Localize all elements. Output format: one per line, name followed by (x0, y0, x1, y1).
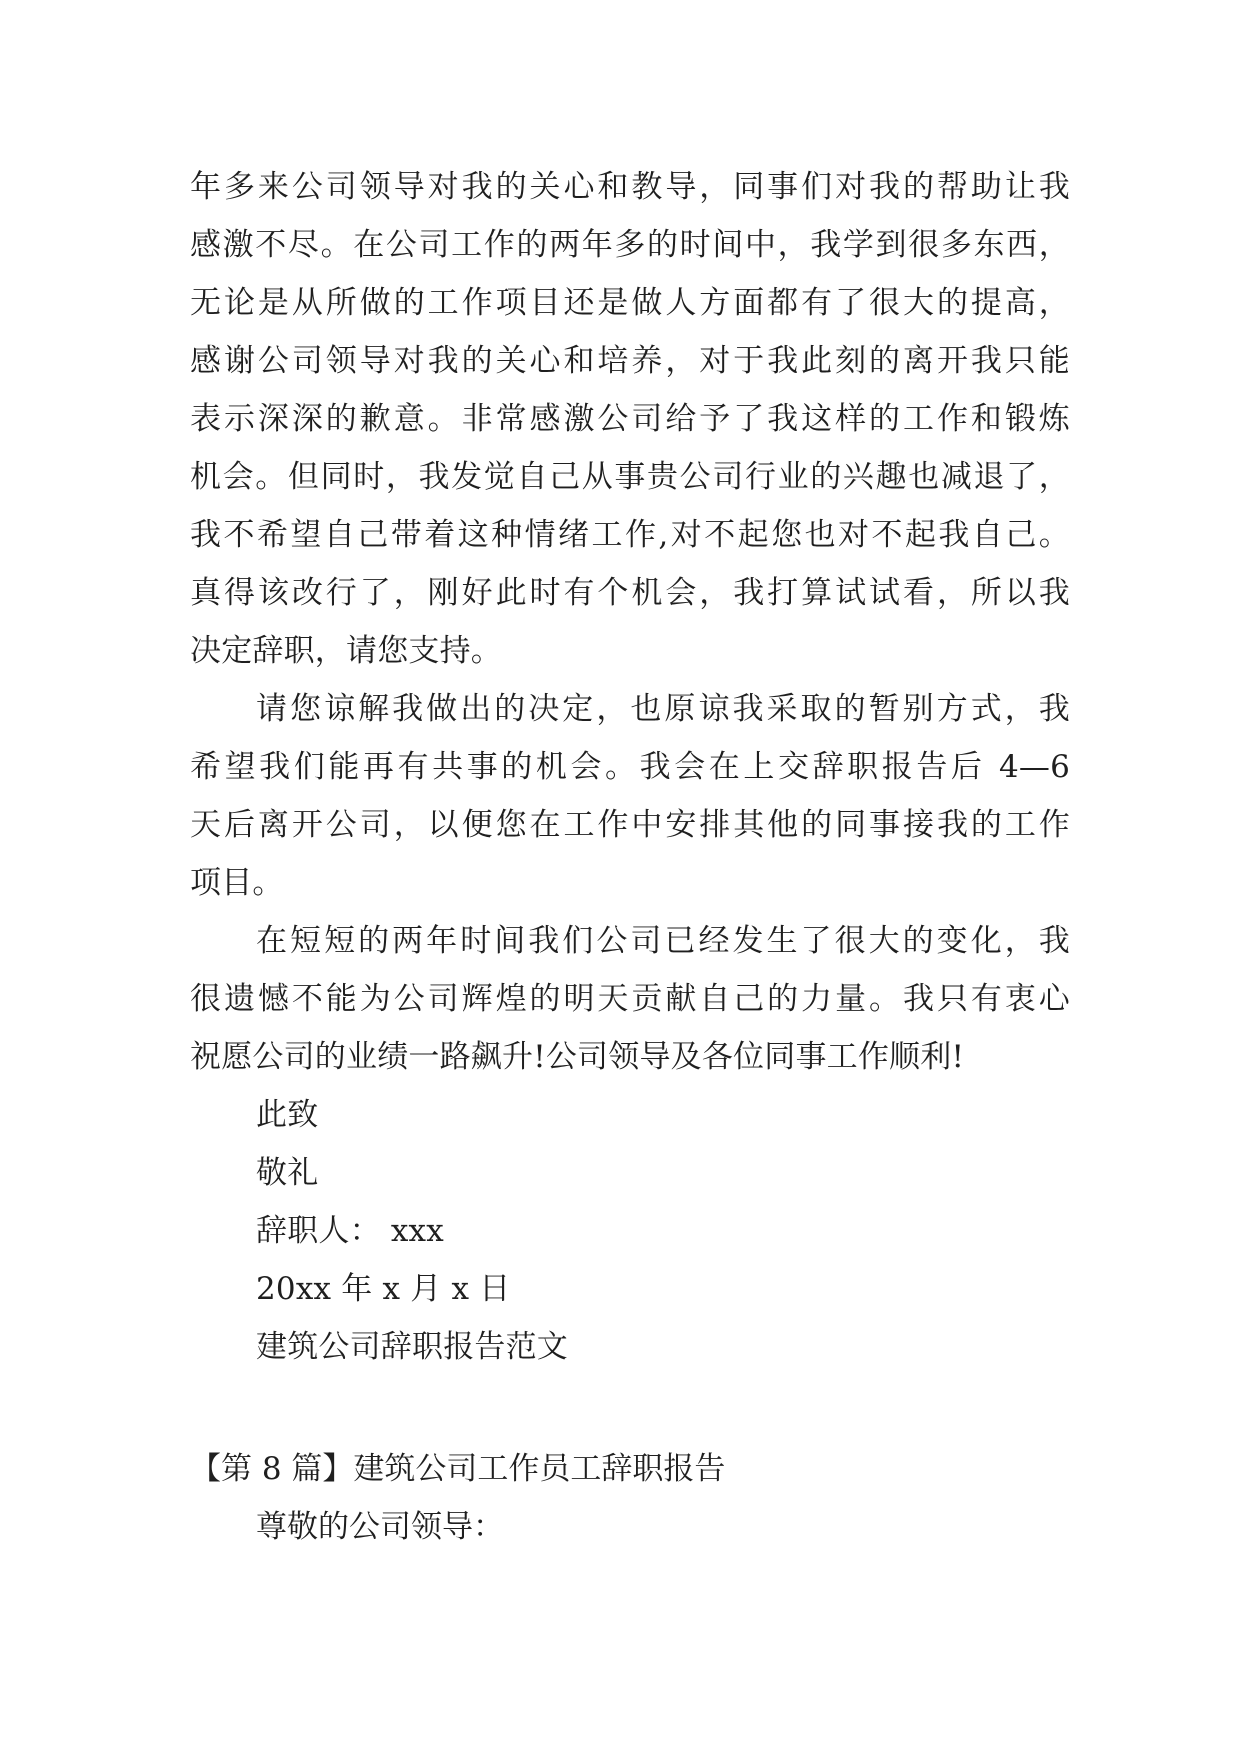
text-line: 项目。 (190, 865, 284, 901)
resigner-signature: 辞职人： xxx (256, 1213, 444, 1249)
text-line: 希望我们能再有共事的机会。我会在上交辞职报告后 4—6 (190, 749, 1070, 785)
text-line: 无论是从所做的工作项目还是做人方面都有了很大的提高， (190, 285, 1070, 321)
paragraph-1 (190, 158, 1070, 680)
text-line: 真得该改行了，刚好此时有个机会，我打算试试看，所以我 (190, 575, 1070, 611)
paragraph-2 (190, 680, 1070, 912)
text-line: 请您谅解我做出的决定，也原谅我采取的暂别方式，我 (256, 691, 1070, 727)
text-line: 表示深深的歉意。非常感激公司给予了我这样的工作和锻炼 (190, 401, 1070, 437)
text-line: 感激不尽。在公司工作的两年多的时间中，我学到很多东西， (190, 227, 1070, 263)
text-line: 很遗憾不能为公司辉煌的明天贡献自己的力量。我只有衷心 (190, 981, 1070, 1017)
section-heading: 【第 8 篇】建筑公司工作员工辞职报告 (190, 1451, 726, 1487)
closing-block (190, 1086, 1070, 1376)
text-line: 我不希望自己带着这种情绪工作,对不起您也对不起我自己。 (190, 517, 1070, 553)
text-line: 年多来公司领导对我的关心和教导，同事们对我的帮助让我 (190, 169, 1070, 205)
text-line: 天后离开公司，以便您在工作中安排其他的同事接我的工作 (190, 807, 1070, 843)
letter-date: 20xx 年 x 月 x 日 (256, 1271, 511, 1307)
salutation: 尊敬的公司领导： (256, 1509, 504, 1545)
text-line: 决定辞职，请您支持。 (190, 633, 502, 669)
text-line: 祝愿公司的业绩一路飙升!公司领导及各位同事工作顺利! (190, 1039, 965, 1075)
text-line: 感谢公司领导对我的关心和培养，对于我此刻的离开我只能 (190, 343, 1070, 379)
text-line: 机会。但同时，我发觉自己从事贵公司行业的兴趣也减退了， (190, 459, 1070, 495)
closing-cizhi: 此致 (256, 1097, 319, 1133)
paragraph-3 (190, 912, 1070, 1086)
text-line: 在短短的两年时间我们公司已经发生了很大的变化，我 (256, 923, 1070, 959)
document-title: 建筑公司辞职报告范文 (256, 1329, 568, 1365)
document-body (190, 158, 1070, 1376)
closing-jingli: 敬礼 (256, 1155, 319, 1191)
